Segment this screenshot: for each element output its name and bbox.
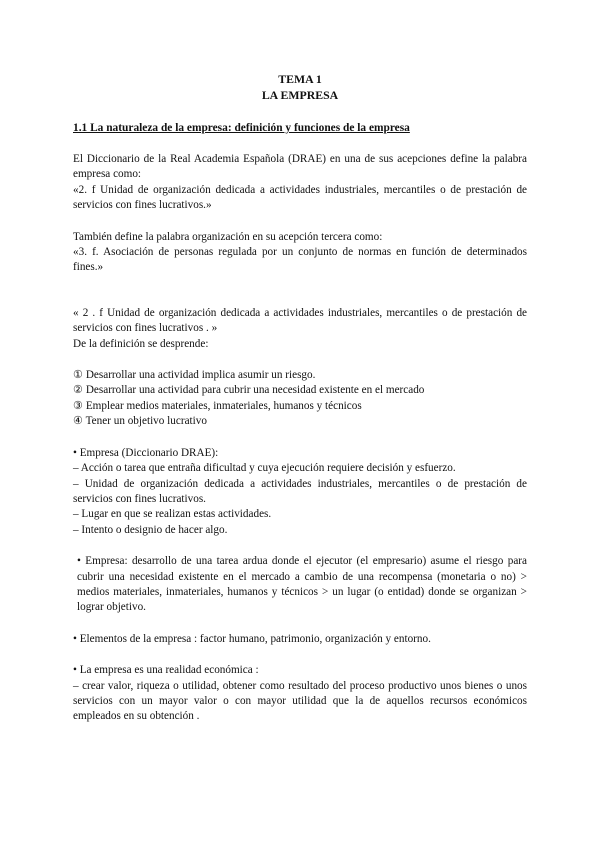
numbered-point: ② Desarrollar una actividad para cubrir una necesidad existente en el mercado — [73, 384, 425, 397]
title-line-2: LA EMPRESA — [261, 87, 339, 102]
org-intro-paragraph: También define la palabra organización en su acepción tercera como: — [73, 230, 383, 243]
drae-definition-block — [73, 446, 527, 538]
section-heading: 1.1 La naturaleza de la empresa: definición y funciones de la empresa — [73, 122, 410, 134]
realidad-text: – crear valor, riqueza o utilidad, obtener como resultado del proceso productivo unos bienes o unos servicios con un mayor valor o con mayor utilidad que la de aquellos recursos económicos empleados en su obtención . — [73, 679, 527, 723]
drae-block-item: – Acción o tarea que entraña dificultad y cuya ejecución requiere decisión y esfuerzo. — [73, 462, 456, 475]
elementos-paragraph: • Elementos de la empresa : factor humano, patrimonio, organización y entorno. — [73, 632, 431, 645]
drae-block-item: – Intento o designio de hacer algo. — [73, 523, 228, 536]
title-line-1: TEMA 1 — [278, 72, 322, 86]
repeat-quote: « 2 . f Unidad de organización dedicada a actividades industriales, mercantiles o de prestación de servicios con fines lucrativos . » — [73, 306, 527, 335]
document-title — [73, 72, 527, 103]
desprende-line: De la definición se desprende: — [73, 337, 209, 350]
numbered-points-list — [73, 368, 527, 430]
drae-block-heading: • Empresa (Diccionario DRAE): — [73, 446, 219, 459]
numbered-point: ④ Tener un objetivo lucrativo — [73, 415, 207, 428]
numbered-point: ③ Emplear medios materiales, inmateriales, humanos y técnicos — [73, 399, 362, 412]
org-quote: «3. f. Asociación de personas regulada por un conjunto de normas en función de determinados fines.» — [73, 246, 527, 274]
drae-intro-paragraph: El Diccionario de la Real Academia Española (DRAE) en una de sus acepciones define la palabra empresa como: — [73, 153, 527, 181]
drae-quote: «2. f Unidad de organización dedicada a actividades industriales, mercantiles o de prestación de servicios con fines lucrativos.» — [73, 183, 527, 212]
drae-block-item: – Unidad de organización dedicada a actividades industriales, mercantiles o de prestación de servicios con fines lucrativos. — [73, 477, 527, 505]
empresa-desarrollo-paragraph: • Empresa: desarrollo de una tarea ardua donde el ejecutor (el empresario) asume el riesgo para cubrir una necesidad existente en el mercado a cambio de una recompensa (monetaria o no) > medios materiales, inmateriales, humanos y técnicos > un lugar (o entidad) donde se organizan > lograr objetivo. — [77, 555, 527, 614]
drae-block-item: – Lugar en que se realizan estas actividades. — [73, 508, 272, 521]
realidad-heading: • La empresa es una realidad económica : — [73, 664, 259, 677]
numbered-point: ① Desarrollar una actividad implica asumir un riesgo. — [73, 369, 316, 382]
